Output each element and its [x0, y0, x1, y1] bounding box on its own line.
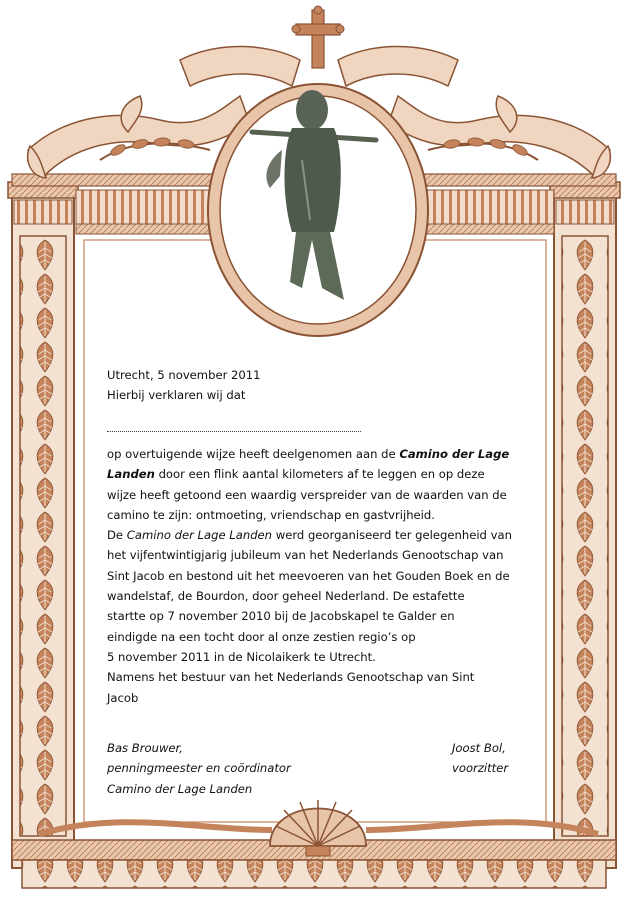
body-text [107, 444, 547, 708]
body-line: camino te zijn: ontmoeting, vriendschap en gastvrijheid. [107, 507, 435, 522]
body-text-span: door een flink aantal kilometers af te leggen en op deze [154, 467, 485, 482]
body-line: wijze heeft getoond een waardig verspreider van de waarden van de [107, 487, 507, 502]
date-line: Utrecht, 5 november 2011 [107, 368, 261, 382]
body-line: 5 november 2011 in de Nicolaikerk te Utrecht. [107, 649, 376, 664]
signatory-role: penningmeester en coördinator [107, 761, 291, 776]
cross-icon [292, 6, 344, 68]
body-line: het vijfentwintigjarig jubileum van het Nederlands Genootschap van [107, 548, 504, 563]
body-text-span: werd georganiseerd ter gelegenheid van [272, 528, 512, 543]
header-block [107, 365, 547, 406]
body-text-span: De [107, 528, 127, 543]
body-line: Namens het bestuur van het Nederlands Genootschap van Sint [107, 670, 475, 685]
body-line [107, 525, 547, 545]
signatory-name: Bas Brouwer, [107, 741, 183, 755]
signatory-role: voorzitter [452, 761, 509, 776]
signatory-name: Joost Bol, [452, 741, 506, 755]
right-pillar [550, 182, 620, 868]
left-pillar [8, 182, 78, 868]
body-line: startte op 7 november 2010 bij de Jacobskapel te Galder en [107, 609, 455, 624]
camino-name-emphasis: Landen [107, 467, 155, 482]
name-placeholder-line [107, 431, 361, 432]
body-line: Jacob [107, 690, 139, 705]
body-text-span: op overtuigende wijze heeft deelgenomen aan de [107, 447, 400, 461]
signature-left [107, 738, 291, 799]
body-line: eindigde na een tocht door al onze zestien regio’s op [107, 629, 416, 644]
declaration-line: Hierbij verklaren wij dat [107, 388, 246, 403]
camino-name-italic: Camino der Lage Landen [126, 528, 273, 543]
body-line [107, 464, 547, 484]
body-line: Sint Jacob en bestond uit het meevoeren van het Gouden Boek en de [107, 568, 510, 583]
body-line: wandelstaf, de Bourdon, door geheel Nederland. De estafette [107, 589, 465, 604]
body-line [107, 444, 547, 464]
signature-right [452, 738, 508, 779]
signatory-org: Camino der Lage Landen [107, 781, 253, 796]
camino-name-emphasis: Camino der Lage [399, 447, 510, 461]
